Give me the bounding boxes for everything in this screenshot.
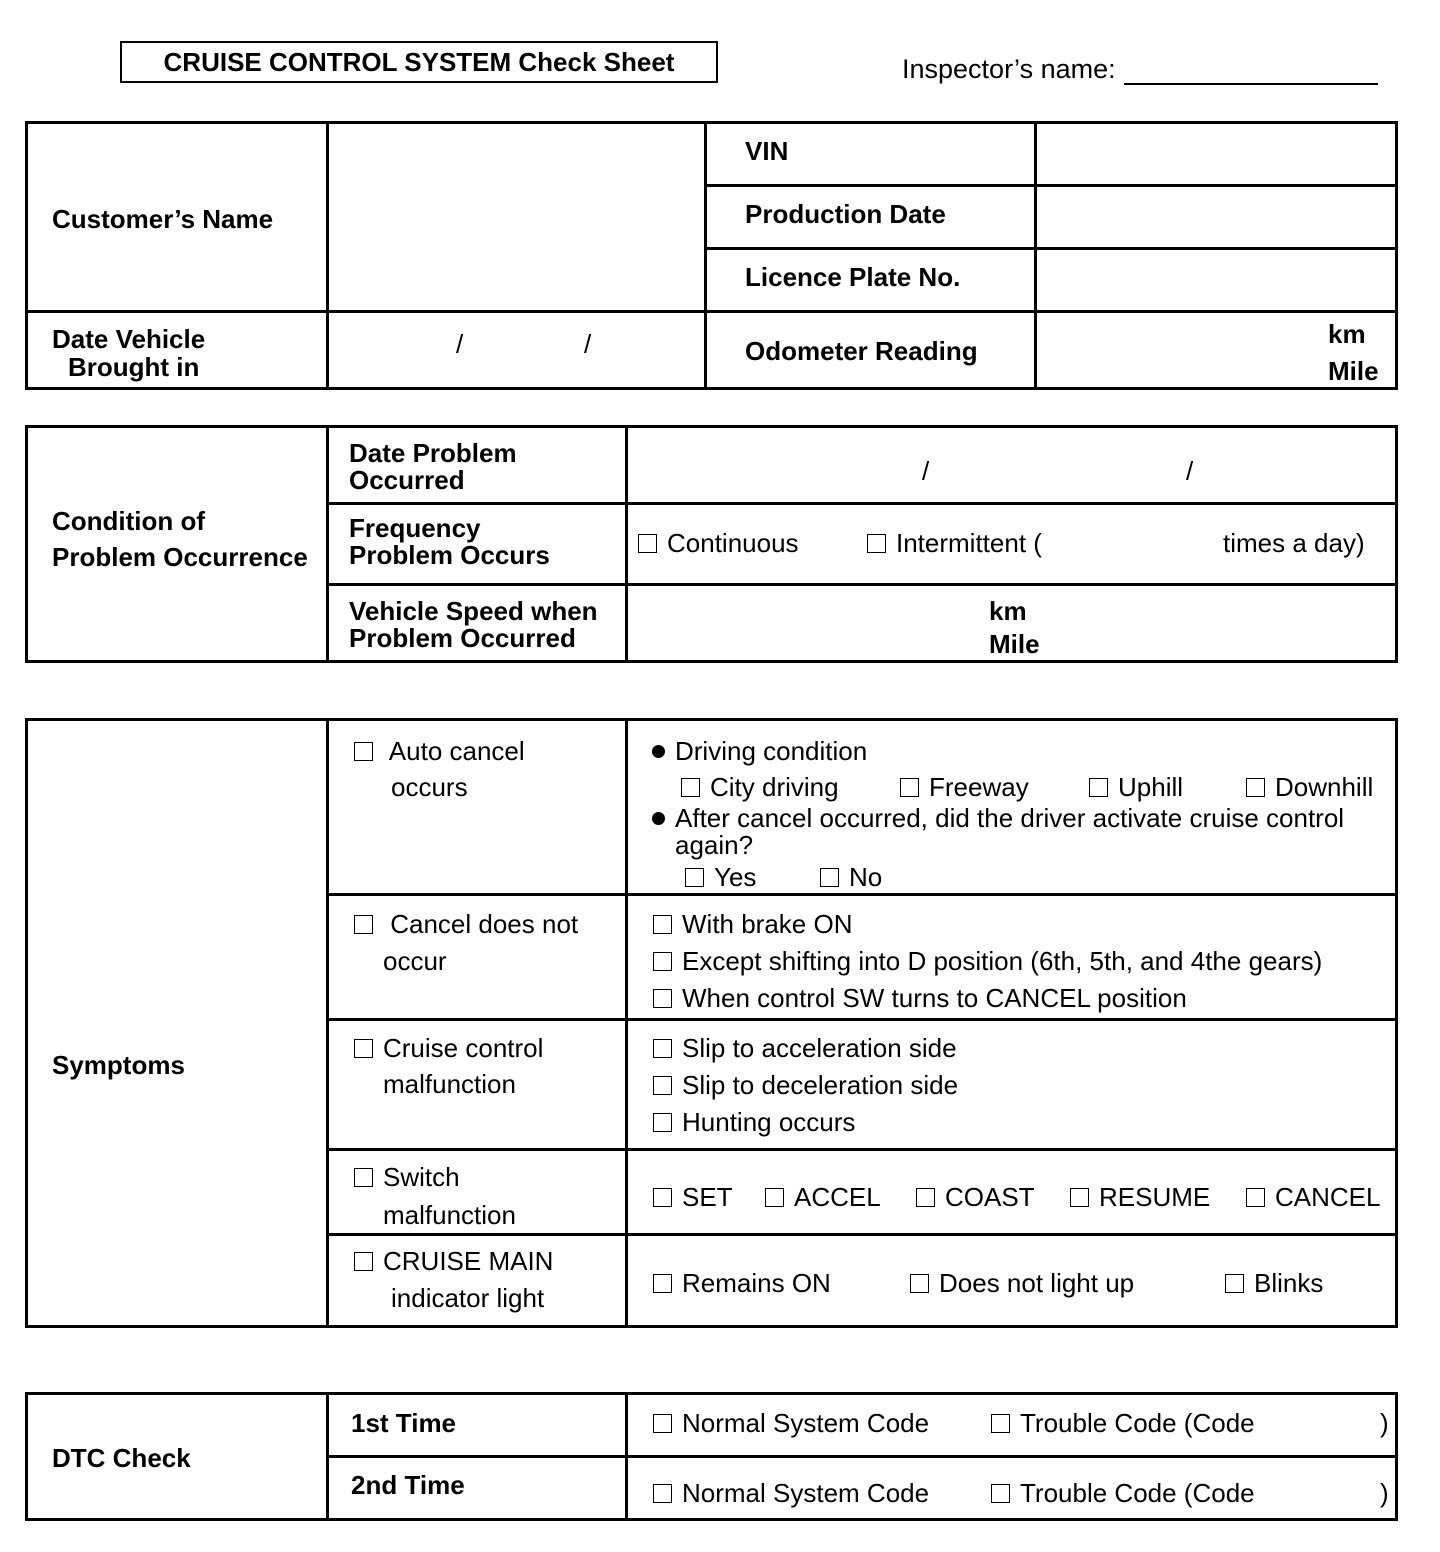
- licence-plate-label: Licence Plate No.: [745, 262, 961, 292]
- customer-name-input[interactable]: [328, 124, 704, 310]
- first-normal-code-option[interactable]: Normal System Code: [653, 1408, 929, 1438]
- no-option[interactable]: No: [820, 862, 882, 892]
- cc-malfunction-option[interactable]: Cruise control: [354, 1033, 543, 1063]
- after-cancel-question: After cancel occurred, did the driver activate cruise control again?: [652, 805, 1344, 859]
- problem-date-slash-2: /: [1186, 456, 1194, 486]
- with-brake-option[interactable]: With brake ON: [653, 909, 853, 939]
- sw-coast-checkbox[interactable]: [916, 1188, 935, 1207]
- driving-condition-heading: Driving condition: [652, 736, 867, 766]
- with-brake-checkbox[interactable]: [653, 915, 672, 934]
- sw-set-option[interactable]: SET: [653, 1182, 733, 1212]
- customer-name-label: Customer’s Name: [52, 204, 274, 234]
- hunting-option[interactable]: Hunting occurs: [653, 1107, 855, 1137]
- city-driving-checkbox[interactable]: [681, 778, 700, 797]
- not-light-checkbox[interactable]: [910, 1274, 929, 1293]
- cc-malfunction-label-line2: malfunction: [383, 1069, 516, 1099]
- speed-unit-km: km: [989, 596, 1027, 626]
- switch-malfunction-label-line2: malfunction: [383, 1200, 516, 1230]
- sw-resume-checkbox[interactable]: [1070, 1188, 1089, 1207]
- except-shifting-option[interactable]: Except shifting into D position (6th, 5th, and 4the gears): [653, 946, 1322, 976]
- main-indicator-checkbox[interactable]: [354, 1252, 373, 1271]
- cancel-not-occur-label-line2: occur: [383, 946, 447, 976]
- slip-decel-checkbox[interactable]: [653, 1076, 672, 1095]
- first-close-paren: ): [1380, 1408, 1389, 1438]
- first-trouble-code-option[interactable]: Trouble Code (Code: [991, 1408, 1255, 1438]
- yes-option[interactable]: Yes: [685, 862, 756, 892]
- switch-malfunction-checkbox[interactable]: [354, 1168, 373, 1187]
- uphill-option[interactable]: Uphill: [1089, 772, 1183, 802]
- second-close-paren: ): [1380, 1478, 1389, 1508]
- second-normal-code-option[interactable]: Normal System Code: [653, 1478, 929, 1508]
- vin-input[interactable]: [1036, 124, 1394, 184]
- sw-resume-option[interactable]: RESUME: [1070, 1182, 1210, 1212]
- continuous-checkbox[interactable]: [638, 534, 657, 553]
- problem-date-slash-1: /: [922, 456, 930, 486]
- main-indicator-label-line2: indicator light: [391, 1283, 545, 1313]
- no-checkbox[interactable]: [820, 868, 839, 887]
- odometer-unit-mile: Mile: [1328, 356, 1379, 386]
- bullet-icon: [652, 745, 665, 758]
- condition-label: Condition of Problem Occurrence: [52, 506, 308, 572]
- first-trouble-code-checkbox[interactable]: [991, 1414, 1010, 1433]
- slip-accel-option[interactable]: Slip to acceleration side: [653, 1033, 957, 1063]
- main-indicator-option[interactable]: CRUISE MAIN: [354, 1246, 553, 1276]
- except-shifting-checkbox[interactable]: [653, 952, 672, 971]
- second-trouble-code-checkbox[interactable]: [991, 1484, 1010, 1503]
- frequency-label: Frequency Problem Occurs: [349, 513, 550, 570]
- blinks-option[interactable]: Blinks: [1225, 1268, 1323, 1298]
- times-a-day-label: times a day): [1223, 528, 1365, 558]
- cancel-not-occur-checkbox[interactable]: [354, 915, 373, 934]
- dtc-check-label: DTC Check: [52, 1443, 191, 1473]
- uphill-checkbox[interactable]: [1089, 778, 1108, 797]
- odometer-label: Odometer Reading: [745, 336, 978, 366]
- dtc-second-time-label: 2nd Time: [351, 1470, 465, 1500]
- symptoms-table: [25, 718, 1398, 1328]
- second-normal-code-checkbox[interactable]: [653, 1484, 672, 1503]
- dtc-table: [25, 1392, 1398, 1521]
- control-sw-checkbox[interactable]: [653, 989, 672, 1008]
- not-light-option[interactable]: Does not light up: [910, 1268, 1134, 1298]
- yes-checkbox[interactable]: [685, 868, 704, 887]
- sheet-title: CRUISE CONTROL SYSTEM Check Sheet: [120, 41, 718, 83]
- cancel-not-occur-option[interactable]: Cancel does not: [354, 909, 578, 939]
- date-brought-in-label: Date Vehicle Brought in: [52, 324, 206, 382]
- condition-table: [25, 425, 1398, 663]
- sw-cancel-option[interactable]: CANCEL: [1246, 1182, 1380, 1212]
- date-slash-2: /: [584, 329, 592, 359]
- speed-unit-mile: Mile: [989, 629, 1040, 659]
- vehicle-info-table: [25, 121, 1398, 390]
- sw-cancel-checkbox[interactable]: [1246, 1188, 1265, 1207]
- sw-accel-option[interactable]: ACCEL: [765, 1182, 881, 1212]
- dtc-first-time-label: 1st Time: [351, 1408, 457, 1438]
- freeway-option[interactable]: Freeway: [900, 772, 1029, 802]
- odometer-unit-km: km: [1328, 319, 1366, 349]
- slip-accel-checkbox[interactable]: [653, 1039, 672, 1058]
- continuous-option[interactable]: Continuous: [638, 528, 799, 558]
- auto-cancel-option[interactable]: Auto cancel: [354, 736, 525, 766]
- cc-malfunction-checkbox[interactable]: [354, 1039, 373, 1058]
- hunting-checkbox[interactable]: [653, 1113, 672, 1132]
- switch-malfunction-option[interactable]: Switch: [354, 1162, 460, 1192]
- remains-on-checkbox[interactable]: [653, 1274, 672, 1293]
- inspector-label: Inspector’s name:: [902, 54, 1116, 84]
- slip-decel-option[interactable]: Slip to deceleration side: [653, 1070, 958, 1100]
- bullet-icon: [652, 812, 665, 825]
- remains-on-option[interactable]: Remains ON: [653, 1268, 831, 1298]
- symptoms-label: Symptoms: [52, 1050, 185, 1080]
- sw-coast-option[interactable]: COAST: [916, 1182, 1035, 1212]
- licence-plate-input[interactable]: [1036, 250, 1394, 310]
- downhill-checkbox[interactable]: [1246, 778, 1265, 797]
- inspector-field: [902, 54, 1378, 85]
- auto-cancel-checkbox[interactable]: [354, 742, 373, 761]
- blinks-checkbox[interactable]: [1225, 1274, 1244, 1293]
- production-date-input[interactable]: [1036, 187, 1394, 247]
- vin-label: VIN: [745, 136, 789, 166]
- inspector-name-input[interactable]: [1124, 55, 1378, 85]
- sw-set-checkbox[interactable]: [653, 1188, 672, 1207]
- control-sw-option[interactable]: When control SW turns to CANCEL position: [653, 983, 1187, 1013]
- production-date-label: Production Date: [745, 199, 946, 229]
- intermittent-option[interactable]: Intermittent (: [867, 528, 1042, 558]
- freeway-checkbox[interactable]: [900, 778, 919, 797]
- second-trouble-code-option[interactable]: Trouble Code (Code: [991, 1478, 1255, 1508]
- city-driving-option[interactable]: City driving: [681, 772, 839, 802]
- date-slash-1: /: [456, 329, 464, 359]
- first-normal-code-checkbox[interactable]: [653, 1414, 672, 1433]
- sw-accel-checkbox[interactable]: [765, 1188, 784, 1207]
- downhill-option[interactable]: Downhill: [1246, 772, 1373, 802]
- vehicle-speed-label: Vehicle Speed when Problem Occurred: [349, 596, 598, 653]
- intermittent-checkbox[interactable]: [867, 534, 886, 553]
- auto-cancel-label-line2: occurs: [391, 772, 468, 802]
- date-problem-label: Date Problem Occurred: [349, 438, 517, 495]
